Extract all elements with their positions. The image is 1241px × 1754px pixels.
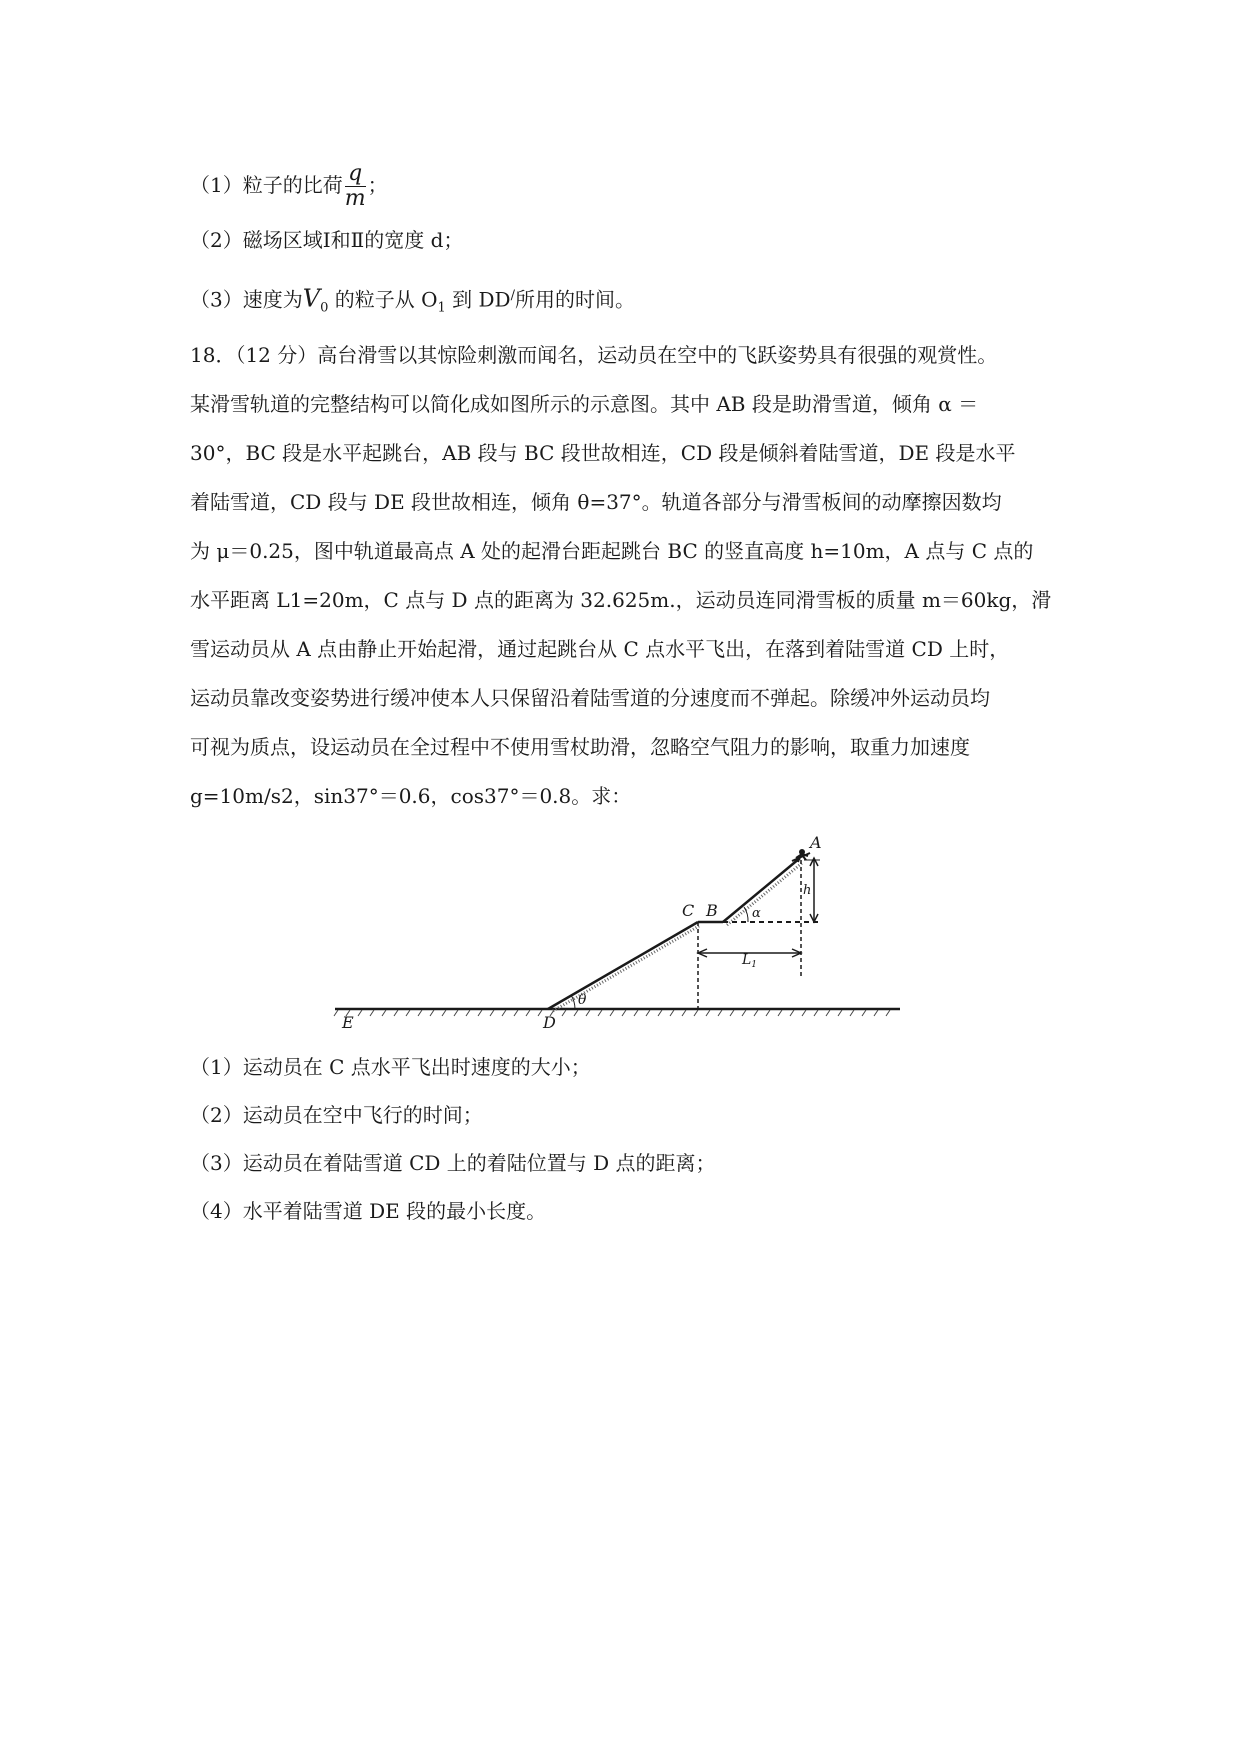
prev-part-2: （2）磁场区域Ⅰ和Ⅱ的宽度 d； <box>190 228 464 252</box>
inrun-slope-ab <box>723 858 800 922</box>
stem-line: 30°，BC 段是水平起跳台，AB 段与 BC 段世故相连，CD 段是倾斜着陆雪道，DE 段是水平 <box>190 441 1016 465</box>
question-18-part-4: （4）水平着陆雪道 DE 段的最小长度。 <box>190 1199 547 1223</box>
stem-line: 水平距离 L1=20m，C 点与 D 点的距离为 32.625m.，运动员连同滑雪板的质量 m＝60kg，滑 <box>190 588 1052 612</box>
question-18-stem <box>190 331 1050 821</box>
ski-track-diagram <box>330 818 910 1038</box>
question-18-part-1: （1）运动员在 C 点水平飞出时速度的大小； <box>190 1055 591 1079</box>
label-b: B <box>706 901 718 920</box>
stem-line: 为 μ＝0.25，图中轨道最高点 A 处的起滑台距起跳台 BC 的竖直高度 h=10m，A 点与 C 点的 <box>190 539 1034 563</box>
velocity-symbol: V <box>302 284 321 313</box>
label-l1: $L_1$ <box>742 952 758 970</box>
stem-line: 18．（12 分）高台滑雪以其惊险刺激而闻名，运动员在空中的飞跃姿势具有很强的观赏性。 <box>190 343 998 367</box>
stem-line: 某滑雪轨道的完整结构可以简化成如图所示的示意图。其中 AB 段是助滑雪道，倾角 α ＝ <box>190 392 979 416</box>
fraction-numerator: q <box>345 162 366 187</box>
prev-part-1: （1）粒子的比荷 $\frac{q}{m}$ ； <box>190 161 388 211</box>
label-a: A <box>810 833 822 852</box>
label-e: E <box>342 1013 354 1032</box>
label-c: C <box>682 901 695 920</box>
prev-part-3: （3）速度为$V_0$ 的粒子从 $O_1$ 到 DD/所用的时间。 <box>190 284 635 316</box>
landing-slope-cd <box>548 922 698 1009</box>
landing-slope-hatching <box>553 926 699 1011</box>
label-d: D <box>543 1013 556 1032</box>
stem-line: 可视为质点，设运动员在全过程中不使用雪杖助滑，忽略空气阻力的影响，取重力加速度 <box>190 735 970 759</box>
charge-mass-ratio-fraction <box>345 162 366 211</box>
inrun-slope-hatching <box>727 863 802 925</box>
stem-line: g=10m/s2，sin37°＝0.6，cos37°＝0.8。求： <box>190 784 632 808</box>
label-h: h <box>803 883 812 898</box>
label-alpha: α <box>752 906 761 921</box>
stem-line: 雪运动员从 A 点由静止开始起滑，通过起跳台从 C 点水平飞出，在落到着陆雪道 CD 上时， <box>190 637 1010 661</box>
question-18-part-2: （2）运动员在空中飞行的时间； <box>190 1103 483 1127</box>
question-18-part-3: （3）运动员在着陆雪道 CD 上的着陆位置与 D 点的距离； <box>190 1151 716 1175</box>
theta-arc <box>571 995 575 1009</box>
prev-part-1-text: （1）粒子的比荷 <box>190 173 343 197</box>
label-theta: θ <box>578 992 587 1008</box>
stem-line: 着陆雪道，CD 段与 DE 段世故相连，倾角 θ=37°。轨道各部分与滑雪板间的动摩擦因数均 <box>190 490 1002 514</box>
ground-hatching <box>334 1010 890 1016</box>
fraction-denominator: m <box>344 186 366 211</box>
stem-line: 运动员靠改变姿势进行缓冲使本人只保留沿着陆雪道的分速度而不弹起。除缓冲外运动员均 <box>190 686 990 710</box>
